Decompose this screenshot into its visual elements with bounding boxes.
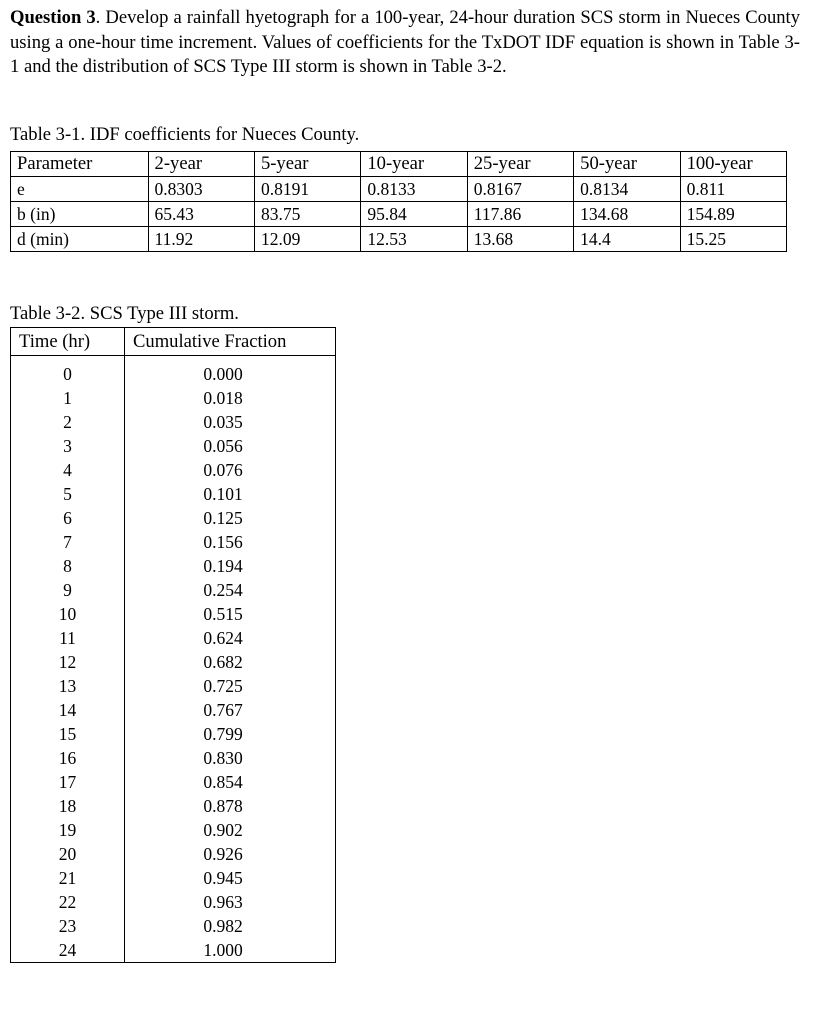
fraction-cell: 0.878 xyxy=(125,794,336,818)
fraction-cell: 0.101 xyxy=(125,482,336,506)
fraction-cell: 0.254 xyxy=(125,578,336,602)
table-3-2-caption: Table 3-2. SCS Type III storm. xyxy=(10,303,239,324)
table-row xyxy=(11,626,336,650)
fraction-cell: 1.000 xyxy=(125,938,336,963)
table-cell: 134.68 xyxy=(574,202,680,227)
time-cell: 13 xyxy=(11,674,125,698)
table-row xyxy=(11,458,336,482)
table-cell: 83.75 xyxy=(254,202,360,227)
table-row xyxy=(11,410,336,434)
table-cell: 15.25 xyxy=(680,227,786,252)
time-cell: 9 xyxy=(11,578,125,602)
fraction-cell: 0.076 xyxy=(125,458,336,482)
table-cell: 0.8133 xyxy=(361,177,467,202)
table-cell: 0.811 xyxy=(680,177,786,202)
table-row xyxy=(11,770,336,794)
fraction-cell: 0.982 xyxy=(125,914,336,938)
table-cell: 0.8191 xyxy=(254,177,360,202)
fraction-cell: 0.515 xyxy=(125,602,336,626)
fraction-cell: 0.926 xyxy=(125,842,336,866)
time-cell: 5 xyxy=(11,482,125,506)
table-header-row xyxy=(11,328,336,356)
time-cell: 12 xyxy=(11,650,125,674)
fraction-cell: 0.945 xyxy=(125,866,336,890)
table-row xyxy=(11,650,336,674)
question-label: Question 3 xyxy=(10,7,96,28)
fraction-cell: 0.056 xyxy=(125,434,336,458)
fraction-cell: 0.830 xyxy=(125,746,336,770)
table-cell: e xyxy=(11,177,149,202)
time-cell: 19 xyxy=(11,818,125,842)
time-cell: 8 xyxy=(11,554,125,578)
column-header: 10-year xyxy=(361,152,467,177)
table-row xyxy=(11,794,336,818)
time-cell: 14 xyxy=(11,698,125,722)
table-cell: 95.84 xyxy=(361,202,467,227)
fraction-cell: 0.194 xyxy=(125,554,336,578)
table-cell: 117.86 xyxy=(467,202,573,227)
table-cell: 11.92 xyxy=(148,227,254,252)
table-row xyxy=(11,602,336,626)
time-cell: 23 xyxy=(11,914,125,938)
table-cell: d (min) xyxy=(11,227,149,252)
time-cell: 15 xyxy=(11,722,125,746)
column-header: Parameter xyxy=(11,152,149,177)
table-row xyxy=(11,482,336,506)
table-row xyxy=(11,554,336,578)
table-cell: 12.53 xyxy=(361,227,467,252)
time-cell: 4 xyxy=(11,458,125,482)
table-cell: 14.4 xyxy=(574,227,680,252)
table-row xyxy=(11,890,336,914)
time-cell: 6 xyxy=(11,506,125,530)
time-cell: 24 xyxy=(11,938,125,963)
time-cell: 22 xyxy=(11,890,125,914)
column-header: 5-year xyxy=(254,152,360,177)
time-cell: 11 xyxy=(11,626,125,650)
table-3-1-caption: Table 3-1. IDF coefficients for Nueces County. xyxy=(10,124,360,145)
table-row xyxy=(11,698,336,722)
table-row xyxy=(11,202,787,227)
time-cell: 18 xyxy=(11,794,125,818)
table-row xyxy=(11,177,787,202)
time-cell: 3 xyxy=(11,434,125,458)
fraction-cell: 0.963 xyxy=(125,890,336,914)
table-row xyxy=(11,866,336,890)
time-cell: 17 xyxy=(11,770,125,794)
fraction-cell: 0.624 xyxy=(125,626,336,650)
table-row xyxy=(11,938,336,963)
fraction-cell: 0.902 xyxy=(125,818,336,842)
table-cell: 154.89 xyxy=(680,202,786,227)
time-cell: 2 xyxy=(11,410,125,434)
table-row xyxy=(11,434,336,458)
time-cell: 0 xyxy=(11,362,125,386)
table-header-row xyxy=(11,152,787,177)
table-cell: 0.8303 xyxy=(148,177,254,202)
fraction-cell: 0.854 xyxy=(125,770,336,794)
question-paragraph xyxy=(10,6,800,80)
time-cell: 1 xyxy=(11,386,125,410)
column-header: 25-year xyxy=(467,152,573,177)
table-row xyxy=(11,674,336,698)
fraction-cell: 0.018 xyxy=(125,386,336,410)
table-cell: 0.8134 xyxy=(574,177,680,202)
table-cell: 12.09 xyxy=(254,227,360,252)
fraction-cell: 0.799 xyxy=(125,722,336,746)
column-header: 2-year xyxy=(148,152,254,177)
table-row xyxy=(11,842,336,866)
column-header: 100-year xyxy=(680,152,786,177)
table-row xyxy=(11,914,336,938)
column-header: 50-year xyxy=(574,152,680,177)
table-row xyxy=(11,746,336,770)
table-row xyxy=(11,578,336,602)
time-cell: 20 xyxy=(11,842,125,866)
table-row xyxy=(11,722,336,746)
table-row xyxy=(11,227,787,252)
fraction-cell: 0.156 xyxy=(125,530,336,554)
fraction-cell: 0.682 xyxy=(125,650,336,674)
question-text: . Develop a rainfall hyetograph for a 100-year, 24-hour duration SCS storm in Nueces County using a one-hour time increment. Values of coefficients for the TxDOT IDF equation is shown in Table 3-1 and the distribution of SCS Type III storm is shown in Table 3-2. xyxy=(10,7,801,77)
table-cell: 0.8167 xyxy=(467,177,573,202)
scs-type-iii-table xyxy=(10,327,336,963)
fraction-cell: 0.725 xyxy=(125,674,336,698)
time-cell: 21 xyxy=(11,866,125,890)
table-row xyxy=(11,506,336,530)
table-cell: b (in) xyxy=(11,202,149,227)
table-row xyxy=(11,530,336,554)
idf-coefficients-table xyxy=(10,151,787,252)
fraction-cell: 0.035 xyxy=(125,410,336,434)
table-cell: 13.68 xyxy=(467,227,573,252)
fraction-cell: 0.767 xyxy=(125,698,336,722)
fraction-cell: 0.125 xyxy=(125,506,336,530)
time-cell: 16 xyxy=(11,746,125,770)
fraction-cell: 0.000 xyxy=(125,362,336,386)
column-header: Time (hr) xyxy=(11,328,125,356)
time-cell: 10 xyxy=(11,602,125,626)
table-row xyxy=(11,362,336,386)
column-header: Cumulative Fraction xyxy=(125,328,336,356)
table-cell: 65.43 xyxy=(148,202,254,227)
table-row xyxy=(11,386,336,410)
time-cell: 7 xyxy=(11,530,125,554)
table-row xyxy=(11,818,336,842)
